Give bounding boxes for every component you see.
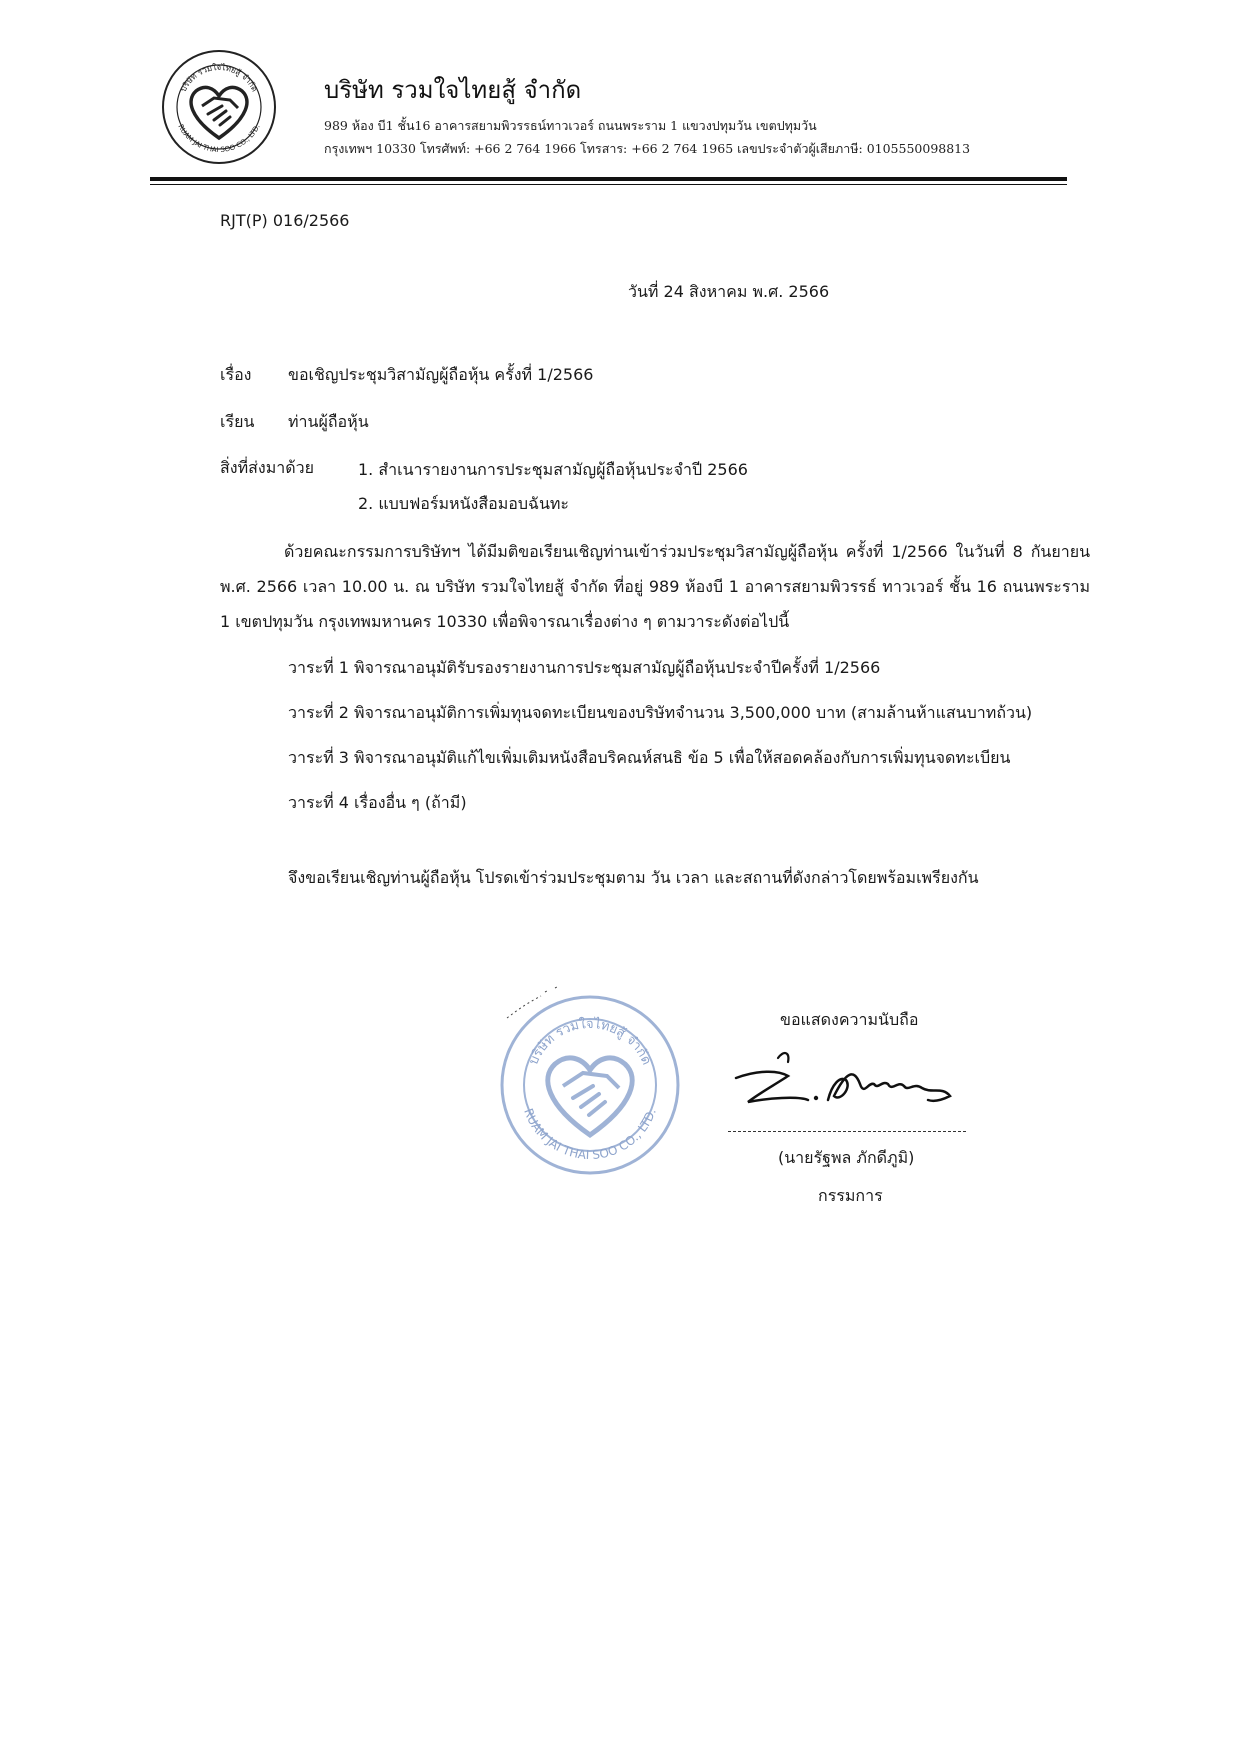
agenda-item-2: วาระที่ 2 พิจารณาอนุมัติการเพิ่มทุนจดทะเบียนของบริษัทจำนวน 3,500,000 บาท (สามล้านห้าแสนบาทถ้วน) [288, 703, 1033, 722]
company-address-line2: กรุงเทพฯ 10330 โทรศัพท์: +66 2 764 1966 โทรสาร: +66 2 764 1965 เลขประจำตัวผู้เสียภาษี: 0105550098813 [324, 141, 971, 156]
logo-text-top: บริษัท รวมใจไทยสู้ จำกัด [178, 62, 260, 94]
sign-off: ขอแสดงความนับถือ [780, 1010, 919, 1029]
enclosure-item: 2. แบบฟอร์มหนังสือมอบฉันทะ [358, 494, 570, 513]
closing-invitation: จึงขอเรียนเชิญท่านผู้ถือหุ้น โปรดเข้าร่วมประชุมตาม วัน เวลา และสถานที่ดังกล่าวโดยพร้อมเพรียงกัน [288, 868, 979, 887]
reference-number: RJT(P) 016/2566 [220, 211, 350, 230]
recipient-label: เรียน [220, 412, 255, 431]
agenda-item-3: วาระที่ 3 พิจารณาอนุมัติแก้ไขเพิ่มเติมหนังสือบริคณห์สนธิ ข้อ 5 เพื่อให้สอดคล้องกับการเพิ่มทุนจดทะเบียน [288, 748, 1011, 767]
company-logo [160, 48, 278, 166]
signatory-name: (นายรัฐพล ภักดีภูมิ) [778, 1148, 915, 1167]
subject-label: เรื่อง [220, 365, 252, 384]
agenda-item-4: วาระที่ 4 เรื่องอื่น ๆ (ถ้ามี) [288, 793, 467, 812]
company-address-line1: 989 ห้อง บี1 ชั้น16 อาคารสยามพิวรรธน์ทาวเวอร์ ถนนพระราม 1 แขวงปทุมวัน เขตปทุมวัน [324, 118, 817, 133]
agenda-item-1: วาระที่ 1 พิจารณาอนุมัติรับรองรายงานการประชุมสามัญผู้ถือหุ้นประจำปีครั้งที่ 1/2566 [288, 658, 881, 677]
letter-date: วันที่ 24 สิงหาคม พ.ศ. 2566 [628, 282, 830, 301]
signature-line [728, 1131, 966, 1132]
recipient-text: ท่านผู้ถือหุ้น [288, 412, 369, 431]
svg-text:บริษัท รวมใจไทยสู้ จำกัด [526, 1016, 654, 1067]
logo-text-bottom: RUAM JAI THAI SOO CO., LTD. [176, 123, 262, 155]
company-name: บริษัท รวมใจไทยสู้ จำกัด [324, 76, 582, 104]
pen-mark [505, 982, 565, 1022]
svg-text:บริษัท รวมใจไทยสู้ จำกัด [179, 63, 260, 93]
letterhead-divider-thick [150, 177, 1067, 181]
body-text: ด้วยคณะกรรมการบริษัทฯ ได้มีมติขอเรียนเชิญท่านเข้าร่วมประชุมวิสามัญผู้ถือหุ้น ครั้งที่ 1/2566 ในวันที่ 8 กันยายน พ.ศ. 2566 เวลา 10.00 น. ณ บริษัท รวมใจไทยสู้ จำกัด ที่อยู่ 989 ห้องบี 1 อาคารสยามพิวรรธ์ ทาวเวอร์ ชั้น 16 ถนนพระราม 1 เขตปทุมวัน กรุงเทพมหานคร 10330 เพื่อพิจารณาเรื่องต่าง ๆ ตามวาระดังต่อไปนี้ [220, 542, 1091, 631]
stamp-text-top: บริษัท รวมใจไทยสู้ จำกัด [526, 1016, 654, 1068]
signatory-title: กรรมการ [818, 1186, 883, 1205]
body-paragraph [220, 534, 1090, 639]
subject-text: ขอเชิญประชุมวิสามัญผู้ถือหุ้น ครั้งที่ 1/2566 [288, 365, 594, 384]
stamp-text-bottom: RUAM JAI THAI SOO CO., LTD. [521, 1106, 659, 1163]
letterhead-divider-thin [150, 184, 1067, 185]
enclosure-item: 1. สำเนารายงานการประชุมสามัญผู้ถือหุ้นประจำปี 2566 [358, 460, 748, 479]
enclosures-label: สิ่งที่ส่งมาด้วย [220, 458, 314, 477]
handwritten-signature [728, 1040, 978, 1120]
